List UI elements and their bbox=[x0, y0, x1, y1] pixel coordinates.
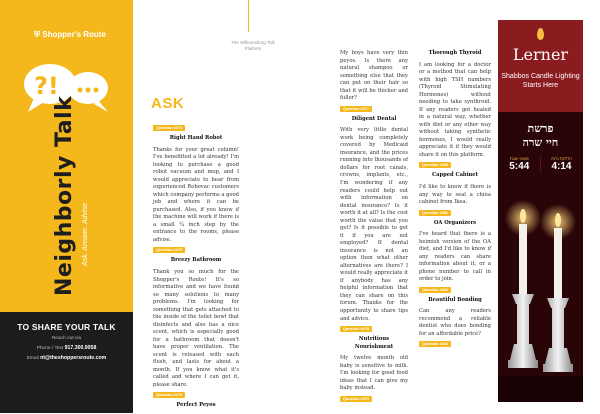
question-text: Can any readers recommend a reliable dentist who does bonding for an affordable price? bbox=[419, 308, 491, 337]
question-title: Beautiful Bonding bbox=[428, 296, 482, 303]
question-badge: Question #481 bbox=[419, 210, 451, 216]
question-title: OA Organizers bbox=[433, 219, 477, 226]
question-text: Thank you so much for the Shopper's Route! It's so informative and we have found so many solutions to many problems. I'm looking for something that gets attached to the inside of the toilet bowl that disinfects and also has a nice scent, which is especially good for a bathroom that doesn't have proper ventilation. The scent is released with each flush, and lasts for about a month. If you know what it's called and where I can get it, please share. bbox=[153, 268, 239, 388]
question-badge: Question #479 bbox=[340, 396, 372, 402]
question-badge: Question #475 bbox=[153, 247, 185, 253]
question-title: Thorough Thyroid bbox=[428, 50, 482, 56]
question-badge: Question #476 bbox=[153, 392, 185, 398]
question-text: I've heard that there is a heimish version of the OA diet, and I'd like to know if any readers can share information about it, or a phone number to call in order to join. bbox=[419, 231, 491, 283]
share-email[interactable]: nt@theshoppersroute.com bbox=[40, 355, 107, 361]
column-title: Neighborly Talk bbox=[52, 95, 77, 296]
share-reach: Reach out via bbox=[51, 336, 82, 341]
question-title: Nutritious Nourishment bbox=[354, 336, 394, 350]
ask-heading: ASK bbox=[151, 95, 185, 112]
question-badge: Question #478 bbox=[340, 326, 372, 332]
question-badge: Question #474 bbox=[153, 125, 185, 131]
candle-lighting-time: הדלקת נרות 4:14 bbox=[551, 156, 572, 172]
question-title: Breezy Bathroom bbox=[170, 257, 222, 264]
question-title: Right Hand Robot bbox=[169, 135, 223, 141]
question-text: With very little dental work being completely covered by Medicaid insurance, and the prices running into thousands of dollars for root canals, crowns, implants, etc., I'm wondering if any readers could help out with information on dental insurance? Is it worth it at all? Is the cost worth the value that you get? Is it possible to get it if you are not employed? If dental insurance is not an option then what other alternatives are there? I would really appreciate it if anybody has any helpful information that they can share on this forum. Thanks for the opportunity to share tips and advice. bbox=[340, 127, 408, 322]
column-subtitle: Ask. Answer. Advise bbox=[82, 202, 89, 266]
question-text: My twelve month old baby is sensitive to milk. I'm looking for good food ideas that I can give my baby instead. bbox=[340, 355, 408, 392]
svg-text:?!: ?! bbox=[34, 72, 59, 100]
share-contact-box bbox=[0, 312, 133, 413]
question-title: Perfect Peyos bbox=[176, 402, 216, 409]
share-phone[interactable]: 917.300.9058 bbox=[64, 345, 97, 351]
question-text: I am looking for a doctor or a method that can help with high TSH numbers (Thyroid Stimulating Hormones) without needing to take synthroid. If any readers got healed in a natural way, whether with diet or any other way without taking synthetic hormones, I would really appreciate it if they would share it on this platform. bbox=[419, 61, 491, 158]
column-title-group bbox=[18, 95, 128, 306]
question-badge: Question #483 bbox=[419, 341, 451, 347]
divider-line bbox=[248, 0, 249, 32]
times-divider bbox=[540, 156, 541, 172]
share-email-line: Email nt@theshoppersroute.com bbox=[26, 355, 107, 361]
share-heading: TO SHARE YOUR TALK bbox=[17, 322, 116, 332]
candle-times bbox=[504, 156, 577, 172]
question-title: Capped Cabinet bbox=[431, 172, 479, 179]
column-header-panel bbox=[0, 0, 133, 413]
question-title: Diligent Dental bbox=[351, 115, 397, 122]
question-badge: Question #477 bbox=[340, 106, 372, 112]
brand-name: Shopper's Route bbox=[42, 30, 106, 39]
article-page bbox=[133, 0, 498, 413]
ad-logo: Lerner bbox=[512, 45, 569, 64]
flame-icon bbox=[537, 28, 544, 40]
share-phone-line: Phone / Text 917.300.9058 bbox=[36, 345, 97, 351]
ad-logo-box bbox=[498, 20, 583, 112]
question-text: I'd like to know if there is any way to seal a china cabinet from Ikea. bbox=[419, 183, 491, 206]
article-column-1 bbox=[153, 122, 239, 414]
parsha-name: פרשת חיי שרה bbox=[522, 122, 559, 150]
question-text: Thanks for your great column! I've benefitted a lot already! I'm looking to purchase a good robot vacuum and mop, and I would appreciate to hear from experienced Robovac customers which company performs a good job and where it can be purchased. Also, if you know if the machine will work if there is a small ¼ inch step by the entrance to the rooms, please advise. bbox=[153, 146, 239, 243]
ad-tagline: Shabbos Candle Lighting Starts Here bbox=[501, 73, 580, 90]
brand-icon: ⛨ bbox=[34, 30, 40, 39]
platform-note: The Williamsburg Talk Platform bbox=[231, 40, 275, 52]
question-text: My boys have very thin peyos. Is there any natural shampoo or something else that they can put on their hair so that it will be thicker and fuller? bbox=[340, 50, 408, 102]
question-badge: Question #482 bbox=[419, 287, 451, 293]
article-column-3 bbox=[419, 50, 491, 351]
candlesticks-image bbox=[498, 200, 583, 402]
article-column-2 bbox=[340, 50, 408, 406]
question-badge: Question #480 bbox=[419, 162, 451, 168]
shabbos-end-time: מוצאי שבת 5:44 bbox=[509, 156, 530, 172]
brand-logo bbox=[34, 30, 106, 40]
lerner-advertisement[interactable] bbox=[498, 20, 583, 402]
